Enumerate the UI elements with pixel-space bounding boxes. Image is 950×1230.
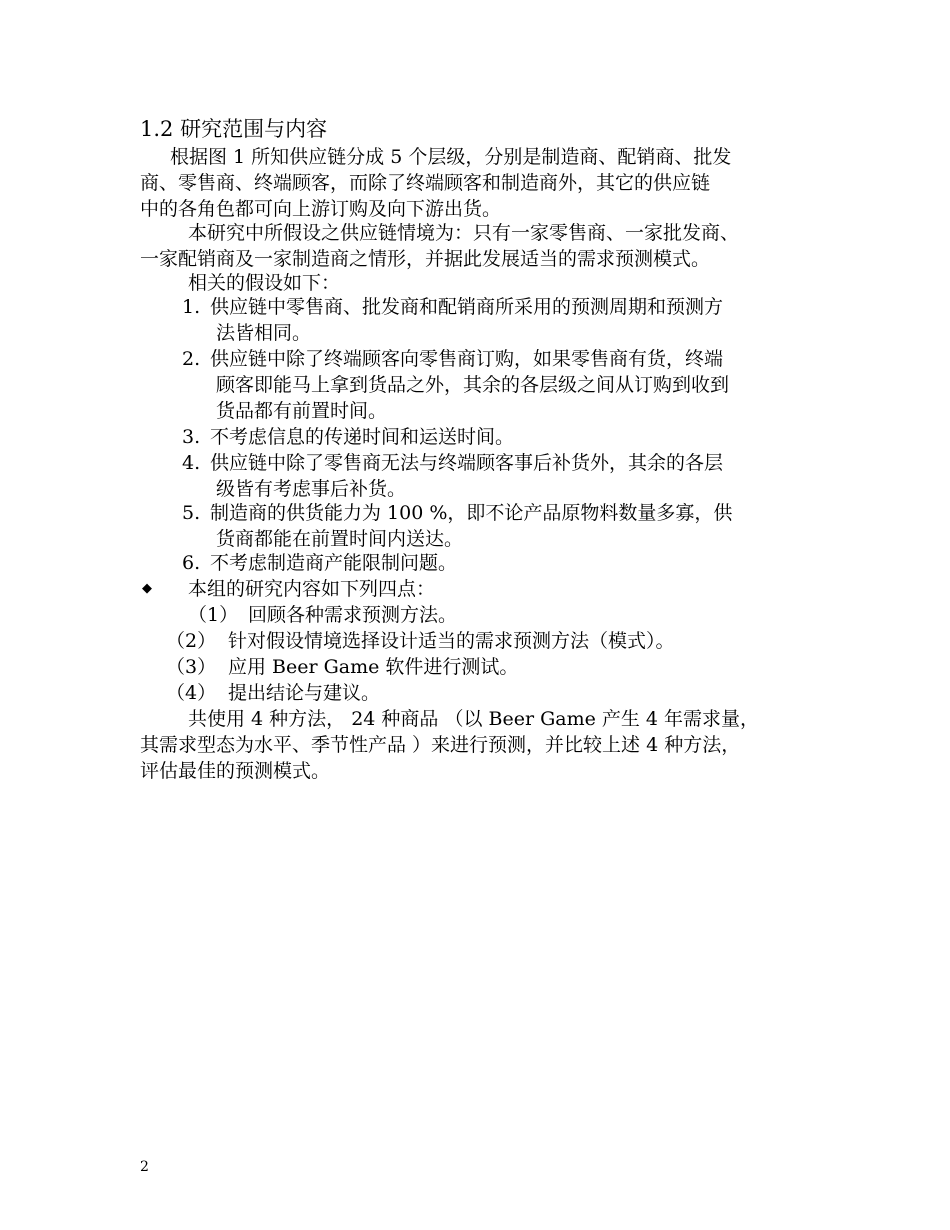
assumption-text: 供应链中除了终端顾客向零售商订购，如果零售商有货，终端 <box>210 348 724 370</box>
content-number: （4） <box>166 682 217 704</box>
para3-line-3: 评估最佳的预测模式。 <box>140 760 331 782</box>
assumption-number: 1. <box>182 296 201 318</box>
assumption-number: 6. <box>182 552 201 574</box>
bullet-diamond-icon: ◆ <box>142 581 152 596</box>
content-text: 应用 Beer Game 软件进行测试。 <box>228 656 519 678</box>
page-number: 2 <box>140 1159 149 1175</box>
para1-line-1: 根据图 1 所知供应链分成 5 个层级，分别是制造商、配销商、批发 <box>170 146 732 168</box>
content-number: （1） <box>188 604 239 626</box>
content-number: （2） <box>166 630 217 652</box>
assumption-text: 法皆相同。 <box>216 322 312 344</box>
assumption-number: 2. <box>182 348 201 370</box>
assumption-text: 级皆有考虑事后补货。 <box>216 478 407 500</box>
content-text: 提出结论与建议。 <box>228 682 381 704</box>
para3-line-1: 共使用 4 种方法， 24 种商品 （以 Beer Game 产生 4 年需求量， <box>188 708 760 730</box>
content-number: （3） <box>166 656 217 678</box>
assumption-text: 供应链中零售商、批发商和配销商所采用的预测周期和预测方 <box>210 296 724 318</box>
assumption-text: 供应链中除了零售商无法与终端顾客事后补货外，其余的各层 <box>210 452 724 474</box>
para2-line-1: 本研究中所假设之供应链情境为：只有一家零售商、一家批发商、 <box>188 222 740 244</box>
assumption-text: 不考虑信息的传递时间和运送时间。 <box>210 426 515 448</box>
assumption-number: 3. <box>182 426 201 448</box>
assumption-text: 制造商的供货能力为 100 %，即不论产品原物料数量多寡，供 <box>210 502 733 524</box>
assumption-number: 4. <box>182 452 201 474</box>
assumption-text: 货品都有前置时间。 <box>216 400 388 422</box>
assumption-text: 顾客即能马上拿到货品之外，其余的各层级之间从订购到收到 <box>216 374 730 396</box>
section-heading: 1.2 研究范围与内容 <box>140 117 328 141</box>
para2-line-2: 一家配销商及一家制造商之情形，并据此发展适当的需求预测模式。 <box>140 248 711 270</box>
bullet-text: 本组的研究内容如下列四点： <box>188 578 436 600</box>
content-text: 回顾各种需求预测方法。 <box>248 604 458 626</box>
assumption-text: 货商都能在前置时间内送达。 <box>216 528 464 550</box>
para1-line-3: 中的各角色都可向上游订购及向下游出货。 <box>140 198 502 220</box>
assumption-text: 不考虑制造商产能限制问题。 <box>210 552 458 574</box>
content-text: 针对假设情境选择设计适当的需求预测方法（模式）。 <box>228 630 675 652</box>
para1-line-2: 商、零售商、终端顾客，而除了终端顾客和制造商外，其它的供应链 <box>140 172 711 194</box>
assumption-intro: 相关的假设如下： <box>188 272 341 294</box>
para3-line-2: 其需求型态为水平、季节性产品 ）来进行预测，并比较上述 4 种方法， <box>140 734 741 756</box>
assumption-number: 5. <box>182 502 201 524</box>
